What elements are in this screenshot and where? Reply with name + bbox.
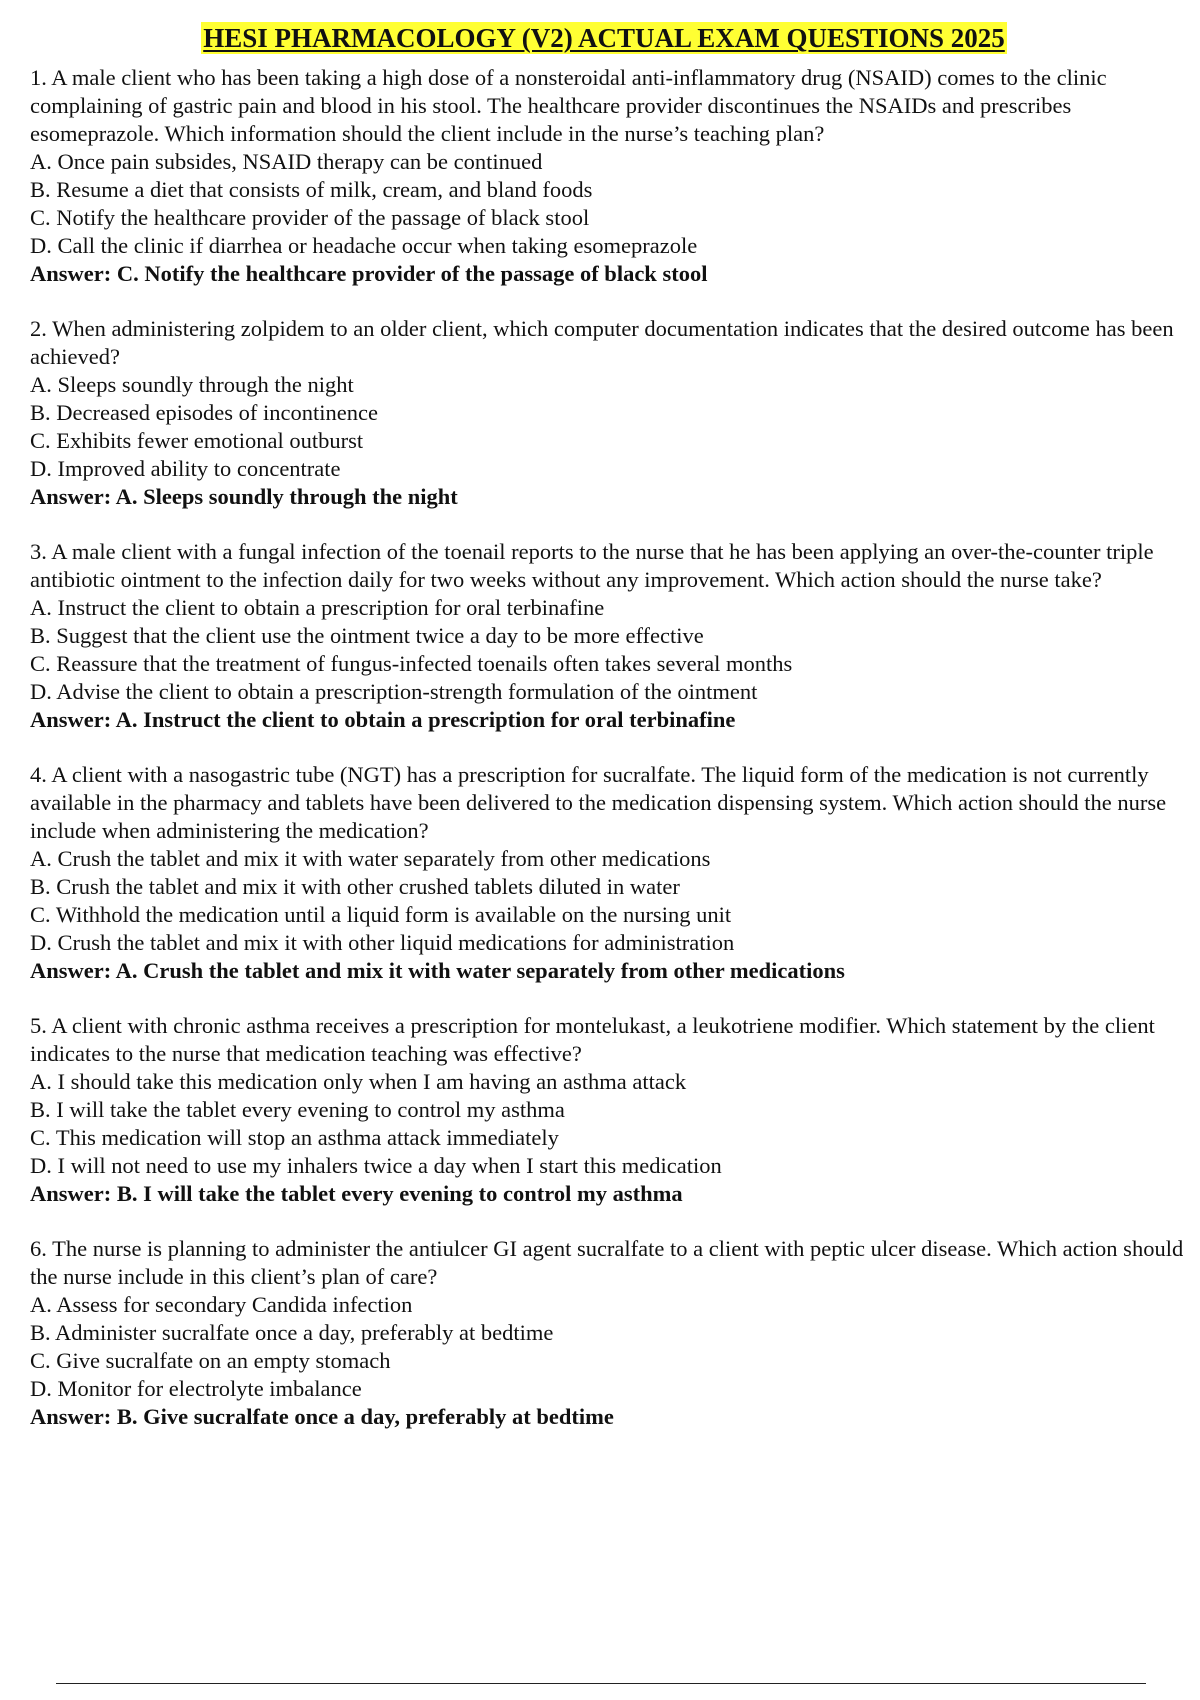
option-d: D. Crush the tablet and mix it with other liquid medications for administration: [30, 930, 735, 955]
option-d: D. Call the clinic if diarrhea or headache occur when taking esomeprazole: [30, 233, 698, 258]
option-b: B. I will take the tablet every evening to control my asthma: [30, 1097, 565, 1122]
footer-divider: [56, 1683, 1146, 1684]
question-stem: 3. A male client with a fungal infection of the toenail reports to the nurse that he has been applying an over-the-counter triple antibiotic ointment to the infection daily for two weeks without any improvement. Which action should the nurse take?: [30, 539, 1154, 592]
answer: Answer: A. Sleeps soundly through the night: [30, 484, 458, 509]
exam-page: [30, 22, 1190, 1433]
option-a: A. Crush the tablet and mix it with water separately from other medications: [30, 846, 711, 871]
option-d: D. Improved ability to concentrate: [30, 456, 341, 481]
question-3: [30, 538, 1190, 736]
option-d: D. Advise the client to obtain a prescription-strength formulation of the ointment: [30, 679, 758, 704]
question-stem: 4. A client with a nasogastric tube (NGT) has a prescription for sucralfate. The liquid form of the medication is not currently available in the pharmacy and tablets have been delivered to the medication dispensing system. Which action should the nurse include when administering the medication?: [30, 762, 1167, 843]
answer: Answer: A. Instruct the client to obtain a prescription for oral terbinafine: [30, 707, 736, 732]
question-4: [30, 761, 1190, 987]
option-a: A. I should take this medication only when I am having an asthma attack: [30, 1069, 687, 1094]
question-1: [30, 64, 1190, 290]
question-stem: 5. A client with chronic asthma receives a prescription for montelukast, a leukotriene modifier. Which statement by the client indicates to the nurse that medication teaching was effective?: [30, 1013, 1155, 1066]
option-c: C. Withhold the medication until a liquid form is available on the nursing unit: [30, 902, 732, 927]
option-d: D. Monitor for electrolyte imbalance: [30, 1376, 362, 1401]
question-stem: 6. The nurse is planning to administer the antiulcer GI agent sucralfate to a client with peptic ulcer disease. Which action should the nurse include in this client’s plan of care?: [30, 1236, 1184, 1289]
question-6: [30, 1235, 1190, 1433]
option-c: C. Reassure that the treatment of fungus-infected toenails often takes several months: [30, 651, 793, 676]
option-a: A. Once pain subsides, NSAID therapy can be continued: [30, 149, 543, 174]
option-b: B. Crush the tablet and mix it with other crushed tablets diluted in water: [30, 874, 680, 899]
option-b: B. Administer sucralfate once a day, preferably at bedtime: [30, 1320, 554, 1345]
question-2: [30, 315, 1190, 513]
option-b: B. Resume a diet that consists of milk, cream, and bland foods: [30, 177, 593, 202]
question-5: [30, 1012, 1190, 1210]
answer: Answer: A. Crush the tablet and mix it with water separately from other medications: [30, 958, 845, 983]
answer: Answer: B. Give sucralfate once a day, preferably at bedtime: [30, 1404, 614, 1429]
option-c: C. This medication will stop an asthma attack immediately: [30, 1125, 559, 1150]
title-container: [18, 22, 1190, 54]
question-stem: 2. When administering zolpidem to an older client, which computer documentation indicates that the desired outcome has been achieved?: [30, 316, 1174, 369]
option-c: C. Exhibits fewer emotional outburst: [30, 428, 364, 453]
option-d: D. I will not need to use my inhalers twice a day when I start this medication: [30, 1153, 722, 1178]
option-c: C. Notify the healthcare provider of the passage of black stool: [30, 205, 590, 230]
option-a: A. Assess for secondary Candida infection: [30, 1292, 413, 1317]
option-a: A. Sleeps soundly through the night: [30, 372, 354, 397]
option-c: C. Give sucralfate on an empty stomach: [30, 1348, 391, 1373]
option-a: A. Instruct the client to obtain a prescription for oral terbinafine: [30, 595, 605, 620]
option-b: B. Suggest that the client use the ointment twice a day to be more effective: [30, 623, 704, 648]
answer: Answer: C. Notify the healthcare provider of the passage of black stool: [30, 261, 708, 286]
document-title: HESI PHARMACOLOGY (V2) ACTUAL EXAM QUESTIONS 2025: [203, 23, 1005, 53]
question-stem: 1. A male client who has been taking a high dose of a nonsteroidal anti-inflammatory drug (NSAID) comes to the clinic complaining of gastric pain and blood in his stool. The healthcare provider discontinues the NSAIDs and prescribes esomeprazole. Which information should the client include in the nurse’s teaching plan?: [30, 65, 1107, 146]
answer: Answer: B. I will take the tablet every evening to control my asthma: [30, 1181, 683, 1206]
option-b: B. Decreased episodes of incontinence: [30, 400, 378, 425]
